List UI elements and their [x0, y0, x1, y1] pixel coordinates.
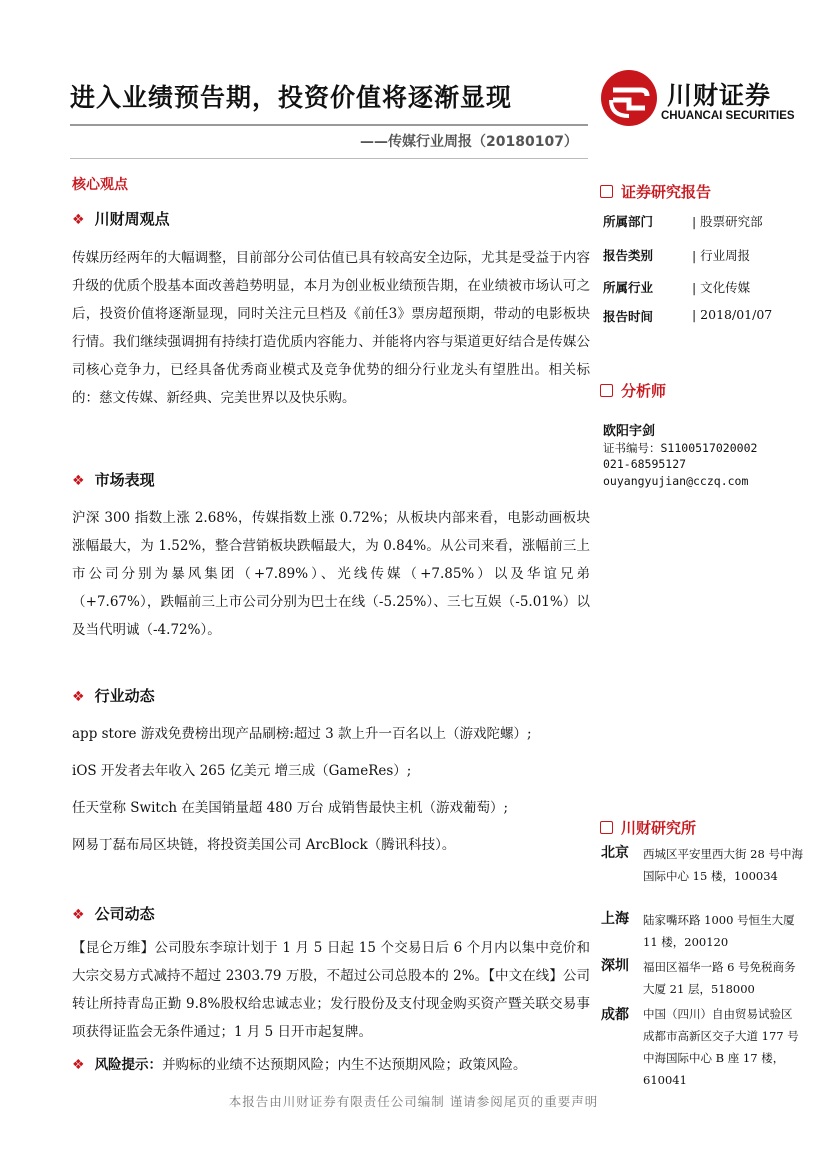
section-market — [72, 469, 155, 490]
logo-name-cn: 川财证券 — [667, 81, 772, 110]
info-key: 所属行业 — [603, 280, 654, 295]
market-paragraph: 沪深 300 指数上涨 2.68%，传媒指数上涨 0.72%；从板块内部来看，电影动画板块涨幅最大，为 1.52%，整合营销板块跌幅最大，为 0.84%。从公司来看，涨幅前三上市公司分别为暴风集团（+7.89%）、光线传媒（+7.85%）以及华谊兄弟（+7.67%），跌幅前三上市公司分别为巴士在线（-5.25%）、三七互娱（-5.01%）以及当代明诚（-4.72%）。 — [72, 510, 590, 638]
info-value: | 行业周报 — [692, 248, 751, 263]
company-logo — [601, 70, 801, 130]
section-title: 行业动态 — [94, 687, 155, 705]
risk-label: 风险提示： — [94, 1057, 163, 1073]
analyst-phone: 021-68595127 — [603, 457, 687, 471]
footer-disclaimer: 本报告由川财证券有限责任公司编制 谨请参阅尾页的重要声明 — [228, 1094, 599, 1109]
weekly-view-paragraph: 传媒历经两年的大幅调整，目前部分公司估值已具有较高安全边际，尤其是受益于内容升级的优质个股基本面改善趋势明显，本月为创业板业绩预告期，在业绩被市场认可之后，投资价值将逐渐显现，同时关注元旦档及《前任3》票房超预期，带动的电影板块行情。我们继续强调拥有持续打造优质内容能力、并能将内容与渠道更好结合是传媒公司核心竞争力，已经具备优秀商业模式及竞争优势的细分行业龙头有望胜出。相关标的：慈文传媒、新经典、完美世界以及快乐购。 — [72, 250, 590, 406]
info-value: | 2018/01/07 — [692, 307, 773, 322]
section-title: 公司动态 — [94, 905, 155, 923]
square-bullet-icon — [600, 384, 613, 397]
office-city: 北京 — [601, 845, 629, 861]
analyst-cert: 证书编号：S1100517020002 — [603, 441, 758, 455]
industry-item: iOS 开发者去年收入 265 亿美元 增三成（GameRes）; — [72, 763, 412, 779]
company-paragraph: 【昆仑万维】公司股东李琼计划于 1 月 5 日起 15 个交易日后 6 个月内以集中竞价和大宗交易方式减持不超过 2303.79 万股，不超过公司总股本的 2%。【中文在线】公司转让所持青岛正勤 9.8%股权给忠诚志业；发行股份及支付现金购买资产暨关联交易事项获得证监会无条件通过；1 月 5 日开市起复牌。 — [72, 940, 590, 1040]
section-company — [72, 903, 155, 924]
core-view-label: 核心观点 — [72, 177, 128, 193]
industry-item: 网易丁磊布局区块链，将投资美国公司 ArcBlock（腾讯科技）。 — [72, 837, 456, 853]
info-key: 报告类别 — [603, 248, 654, 263]
square-bullet-icon — [600, 185, 613, 198]
logo-mark-icon — [601, 70, 657, 126]
analyst-email: ouyangyujian@cczq.com — [603, 474, 749, 488]
industry-item: 任天堂称 Switch 在美国销量超 480 万台 成销售最快主机（游戏葡萄）; — [72, 800, 509, 816]
info-value: | 文化传媒 — [692, 280, 751, 295]
report-title: 进入业绩预告期，投资价值将逐渐显现 — [70, 83, 513, 112]
info-key: 报告时间 — [603, 309, 654, 324]
report-type-heading: 证券研究报告 — [600, 181, 711, 202]
risk-warning — [72, 1053, 527, 1073]
square-bullet-icon — [600, 821, 613, 834]
logo-name-en: CHUANCAI SECURITIES — [661, 110, 795, 122]
section-weekly-view — [72, 208, 170, 229]
title-divider — [70, 124, 588, 126]
office-address: 福田区福华一路 6 号免税商务大厦 21 层，518000 — [643, 960, 796, 996]
office-city: 深圳 — [601, 958, 629, 974]
office-city: 上海 — [601, 911, 629, 927]
diamond-bullet-icon: ❖ — [72, 212, 85, 228]
info-value: | 股票研究部 — [692, 214, 763, 229]
analyst-heading: 分析师 — [600, 380, 666, 401]
office-address: 中国（四川）自由贸易试验区成都市高新区交子大道 177 号中海国际中心 B 座 17 楼，610041 — [643, 1007, 799, 1087]
diamond-bullet-icon: ❖ — [72, 907, 85, 923]
office-address: 陆家嘴环路 1000 号恒生大厦 11 楼，200120 — [643, 913, 795, 949]
industry-item: app store 游戏免费榜出现产品刷榜:超过 3 款上升一百名以上（游戏陀螺）; — [72, 726, 532, 742]
report-subtitle: ——传媒行业周报（20180107） — [360, 134, 578, 150]
section-title: 市场表现 — [94, 471, 155, 489]
diamond-bullet-icon: ❖ — [72, 1057, 85, 1073]
diamond-bullet-icon: ❖ — [72, 473, 85, 489]
analyst-name: 欧阳宇剑 — [603, 424, 656, 439]
office-city: 成都 — [601, 1007, 629, 1023]
info-key: 所属部门 — [603, 214, 654, 229]
office-address: 西城区平安里西大街 28 号中海国际中心 15 楼，100034 — [643, 847, 803, 883]
section-title: 川财周观点 — [94, 210, 170, 228]
subtitle-divider — [70, 158, 588, 159]
risk-text: 并购标的业绩不达预期风险；内生不达预期风险；政策风险。 — [162, 1057, 527, 1073]
section-industry — [72, 685, 155, 706]
diamond-bullet-icon: ❖ — [72, 689, 85, 705]
institute-heading: 川财研究所 — [600, 817, 696, 838]
